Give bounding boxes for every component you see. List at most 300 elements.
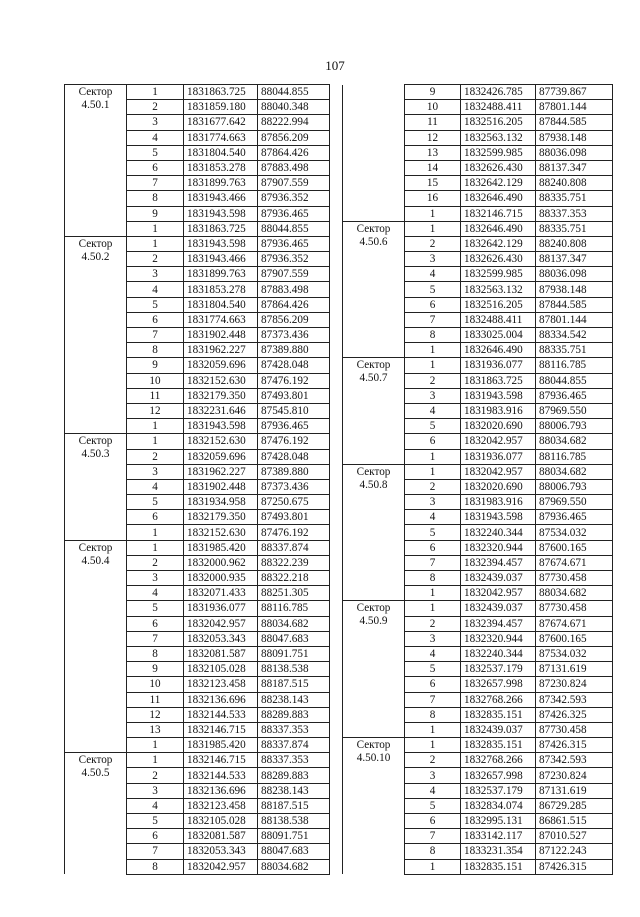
coordinate-y: 88044.855	[258, 221, 330, 236]
coordinate-y: 87936.352	[258, 191, 330, 206]
coordinate-y: 87674.671	[536, 555, 613, 570]
coordinate-x: 1831943.598	[461, 388, 536, 403]
point-number: 2	[127, 768, 184, 783]
coordinate-y: 88034.682	[536, 586, 613, 601]
point-number: 11	[127, 388, 184, 403]
coordinate-x: 1832152.630	[184, 525, 258, 540]
coordinate-x: 1832320.944	[461, 540, 536, 555]
coordinate-x: 1832320.944	[461, 631, 536, 646]
sector-label: Сектор	[78, 754, 113, 767]
coordinate-x: 1832439.037	[461, 571, 536, 586]
coordinate-y: 87801.144	[536, 312, 613, 327]
point-number: 5	[127, 145, 184, 160]
sector-cell	[343, 738, 405, 875]
point-number: 3	[405, 631, 461, 646]
coordinate-y: 88289.883	[258, 707, 330, 722]
coordinate-y: 88337.353	[258, 753, 330, 768]
coordinate-y: 88337.874	[258, 540, 330, 555]
coordinate-y: 88044.855	[536, 373, 613, 388]
coordinate-x: 1831853.278	[184, 160, 258, 175]
point-number: 1	[127, 236, 184, 251]
coordinates-table-right	[342, 84, 613, 875]
table-row	[343, 221, 613, 236]
coordinate-y: 87600.165	[536, 631, 613, 646]
coordinate-x: 1832000.962	[184, 555, 258, 570]
point-number: 1	[405, 586, 461, 601]
point-number: 4	[127, 586, 184, 601]
coordinate-x: 1833025.004	[461, 328, 536, 343]
coordinate-y: 87010.527	[536, 829, 613, 844]
sector-cell	[65, 753, 127, 875]
coordinate-y: 87856.209	[258, 130, 330, 145]
point-number: 1	[405, 722, 461, 737]
coordinate-x: 1832516.205	[461, 297, 536, 312]
coordinate-x: 1831804.540	[184, 297, 258, 312]
coordinate-y: 88240.808	[536, 236, 613, 251]
point-number: 10	[405, 100, 461, 115]
coordinate-x: 1832105.028	[184, 814, 258, 829]
coordinate-x: 1832152.630	[184, 434, 258, 449]
coordinate-x: 1831677.642	[184, 115, 258, 130]
coordinate-y: 87545.810	[258, 403, 330, 418]
coordinate-y: 88335.751	[536, 191, 613, 206]
point-number: 2	[127, 252, 184, 267]
sector-id: 4.50.9	[359, 615, 388, 628]
coordinate-x: 1831943.466	[184, 191, 258, 206]
coordinate-x: 1832146.715	[184, 722, 258, 737]
point-number: 7	[127, 844, 184, 859]
table-row	[65, 540, 330, 555]
point-number: 1	[405, 206, 461, 221]
point-number: 5	[127, 601, 184, 616]
sector-label: Сектор	[78, 237, 113, 250]
table-row	[343, 85, 613, 100]
coordinate-y: 87250.675	[258, 495, 330, 510]
coordinate-x: 1832042.957	[461, 586, 536, 601]
coordinate-x: 1831863.725	[461, 373, 536, 388]
point-number: 5	[405, 662, 461, 677]
coordinate-x: 1832834.074	[461, 798, 536, 813]
point-number: 3	[127, 783, 184, 798]
point-number: 12	[405, 130, 461, 145]
point-number: 7	[405, 692, 461, 707]
coordinate-y: 87969.550	[536, 495, 613, 510]
point-number: 8	[405, 844, 461, 859]
point-number: 7	[127, 631, 184, 646]
coordinate-x: 1831943.598	[461, 510, 536, 525]
coordinate-y: 87428.048	[258, 449, 330, 464]
point-number: 3	[405, 388, 461, 403]
coordinate-y: 88187.515	[258, 677, 330, 692]
coordinate-y: 88044.855	[258, 85, 330, 100]
coordinate-y: 87936.352	[258, 252, 330, 267]
coordinate-x: 1831863.725	[184, 221, 258, 236]
coordinate-y: 87938.148	[536, 282, 613, 297]
point-number: 4	[405, 510, 461, 525]
coordinate-y: 87230.824	[536, 768, 613, 783]
coordinate-x: 1832123.458	[184, 798, 258, 813]
point-number: 9	[405, 85, 461, 100]
point-number: 1	[405, 358, 461, 373]
page-number: 107	[325, 58, 345, 73]
point-number: 12	[127, 707, 184, 722]
coordinate-x: 1832146.715	[184, 753, 258, 768]
sector-label: Сектор	[356, 465, 391, 478]
coordinate-y: 88116.785	[536, 449, 613, 464]
point-number: 2	[127, 555, 184, 570]
sector-id: 4.50.3	[81, 448, 110, 461]
point-number: 1	[405, 343, 461, 358]
coordinate-x: 1832657.998	[461, 677, 536, 692]
coordinate-y: 88116.785	[258, 601, 330, 616]
point-number: 5	[127, 495, 184, 510]
sector-cell	[343, 464, 405, 601]
coordinate-x: 1832439.037	[461, 722, 536, 737]
coordinate-x: 1831962.227	[184, 464, 258, 479]
sector-cell	[65, 236, 127, 433]
point-number: 1	[405, 601, 461, 616]
coordinate-y: 87739.867	[536, 85, 613, 100]
point-number: 3	[405, 768, 461, 783]
coordinate-y: 86861.515	[536, 814, 613, 829]
coordinate-x: 1832516.205	[461, 115, 536, 130]
sector-id: 4.50.7	[359, 372, 388, 385]
coordinate-x: 1831943.598	[184, 419, 258, 434]
coordinate-x: 1832081.587	[184, 829, 258, 844]
coordinate-y: 88137.347	[536, 252, 613, 267]
coordinate-x: 1832599.985	[461, 267, 536, 282]
point-number: 8	[127, 343, 184, 358]
table-row	[65, 236, 330, 251]
coordinate-x: 1832626.430	[461, 160, 536, 175]
coordinate-y: 88337.353	[536, 206, 613, 221]
table-row	[343, 464, 613, 479]
coordinate-x: 1832053.343	[184, 844, 258, 859]
coordinate-y: 87373.436	[258, 479, 330, 494]
coordinate-y: 87864.426	[258, 145, 330, 160]
coordinate-y: 88138.538	[258, 662, 330, 677]
coordinate-x: 1832488.411	[461, 100, 536, 115]
coordinate-x: 1832642.129	[461, 176, 536, 191]
coordinate-x: 1831943.598	[184, 206, 258, 221]
point-number: 1	[405, 464, 461, 479]
point-number: 2	[405, 479, 461, 494]
point-number: 5	[405, 798, 461, 813]
sector-id: 4.50.1	[81, 99, 110, 111]
coordinate-y: 87476.192	[258, 525, 330, 540]
coordinate-x: 1832835.151	[461, 707, 536, 722]
coordinate-x: 1832394.457	[461, 616, 536, 631]
point-number: 2	[127, 100, 184, 115]
coordinate-y: 88034.682	[536, 464, 613, 479]
coordinate-y: 88238.143	[258, 783, 330, 798]
point-number: 3	[127, 571, 184, 586]
coordinate-y: 87534.032	[536, 646, 613, 661]
point-number: 1	[405, 859, 461, 874]
point-number: 1	[127, 434, 184, 449]
coordinate-y: 87730.458	[536, 571, 613, 586]
point-number: 5	[405, 282, 461, 297]
sector-label: Сектор	[356, 739, 391, 752]
coordinate-x: 1831774.663	[184, 312, 258, 327]
point-number: 1	[127, 525, 184, 540]
coordinate-x: 1832646.490	[461, 221, 536, 236]
coordinate-y: 87844.585	[536, 297, 613, 312]
sector-cell	[343, 221, 405, 358]
point-number: 5	[405, 525, 461, 540]
coordinate-y: 87936.465	[258, 236, 330, 251]
coordinate-x: 1832835.151	[461, 859, 536, 874]
coordinate-y: 87426.325	[536, 707, 613, 722]
coordinate-y: 87493.801	[258, 388, 330, 403]
point-number: 1	[127, 221, 184, 236]
coordinate-y: 88251.305	[258, 586, 330, 601]
point-number: 6	[127, 510, 184, 525]
point-number: 15	[405, 176, 461, 191]
point-number: 5	[127, 297, 184, 312]
coordinate-y: 87122.243	[536, 844, 613, 859]
coordinate-x: 1831936.077	[461, 358, 536, 373]
point-number: 7	[127, 176, 184, 191]
point-number: 7	[405, 555, 461, 570]
point-number: 8	[405, 707, 461, 722]
point-number: 6	[127, 829, 184, 844]
table-row	[65, 434, 330, 449]
point-number: 1	[405, 449, 461, 464]
sector-label: Сектор	[356, 222, 391, 235]
point-number: 2	[405, 616, 461, 631]
coordinate-y: 87428.048	[258, 358, 330, 373]
point-number: 6	[405, 297, 461, 312]
point-number: 3	[127, 464, 184, 479]
coordinate-x: 1832059.696	[184, 449, 258, 464]
coordinate-x: 1831902.448	[184, 328, 258, 343]
coordinate-x: 1833231.354	[461, 844, 536, 859]
coordinate-y: 87864.426	[258, 297, 330, 312]
coordinate-y: 87426.315	[536, 859, 613, 874]
coordinate-x: 1832146.715	[461, 206, 536, 221]
sector-cell	[343, 85, 405, 222]
coordinate-x: 1832835.151	[461, 738, 536, 753]
table-row	[343, 738, 613, 753]
coordinate-x: 1831899.763	[184, 267, 258, 282]
sector-label: Сектор	[78, 86, 113, 98]
coordinate-x: 1832081.587	[184, 646, 258, 661]
coordinate-y: 88337.353	[258, 722, 330, 737]
coordinate-x: 1832439.037	[461, 601, 536, 616]
sector-label: Сектор	[78, 435, 113, 448]
point-number: 14	[405, 160, 461, 175]
point-number: 4	[127, 130, 184, 145]
coordinate-y: 88034.682	[258, 859, 330, 874]
point-number: 3	[127, 115, 184, 130]
coordinate-y: 88034.682	[536, 434, 613, 449]
coordinate-y: 87936.465	[536, 510, 613, 525]
coordinate-x: 1832563.132	[461, 282, 536, 297]
coordinate-y: 88322.239	[258, 555, 330, 570]
coordinate-x: 1832042.957	[461, 464, 536, 479]
table-row	[65, 753, 330, 768]
coordinates-table-left	[64, 84, 330, 875]
point-number: 6	[127, 616, 184, 631]
point-number: 12	[127, 403, 184, 418]
point-number: 9	[127, 662, 184, 677]
point-number: 8	[405, 571, 461, 586]
point-number: 4	[405, 403, 461, 418]
table-row	[343, 358, 613, 373]
coordinate-y: 88322.218	[258, 571, 330, 586]
sector-id: 4.50.6	[359, 235, 388, 248]
coordinate-y: 87938.148	[536, 130, 613, 145]
sector-id: 4.50.5	[81, 767, 110, 780]
point-number: 1	[127, 738, 184, 753]
coordinate-x: 1832642.129	[461, 236, 536, 251]
coordinate-y: 87936.465	[536, 388, 613, 403]
sector-id: 4.50.10	[356, 752, 391, 765]
coordinate-y: 88335.751	[536, 221, 613, 236]
coordinate-y: 88036.098	[536, 267, 613, 282]
point-number: 7	[405, 312, 461, 327]
coordinate-y: 87342.593	[536, 692, 613, 707]
coordinate-y: 87856.209	[258, 312, 330, 327]
coordinate-y: 88335.751	[536, 343, 613, 358]
coordinate-y: 87936.465	[258, 206, 330, 221]
coordinate-x: 1831985.420	[184, 540, 258, 555]
point-number: 4	[405, 783, 461, 798]
coordinate-x: 1832053.343	[184, 631, 258, 646]
point-number: 8	[127, 646, 184, 661]
coordinate-x: 1832000.935	[184, 571, 258, 586]
coordinate-x: 1831983.916	[461, 403, 536, 418]
point-number: 2	[405, 753, 461, 768]
point-number: 1	[127, 753, 184, 768]
coordinate-y: 88137.347	[536, 160, 613, 175]
coordinate-y: 87674.671	[536, 616, 613, 631]
coordinate-x: 1831804.540	[184, 145, 258, 160]
coordinate-y: 87230.824	[536, 677, 613, 692]
coordinate-x: 1832152.630	[184, 373, 258, 388]
sector-cell	[343, 358, 405, 464]
coordinate-y: 87476.192	[258, 434, 330, 449]
coordinate-y: 88138.538	[258, 814, 330, 829]
point-number: 1	[405, 221, 461, 236]
coordinate-x: 1831899.763	[184, 176, 258, 191]
coordinate-x: 1831983.916	[461, 495, 536, 510]
coordinate-x: 1832144.533	[184, 768, 258, 783]
point-number: 8	[405, 328, 461, 343]
coordinate-x: 1832426.785	[461, 85, 536, 100]
coordinate-y: 87131.619	[536, 783, 613, 798]
coordinate-x: 1832646.490	[461, 191, 536, 206]
sector-id: 4.50.8	[359, 478, 388, 491]
coordinate-y: 88240.808	[536, 176, 613, 191]
coordinate-y: 88036.098	[536, 145, 613, 160]
coordinate-y: 87389.880	[258, 464, 330, 479]
point-number: 16	[405, 191, 461, 206]
coordinate-x: 1831934.958	[184, 495, 258, 510]
coordinate-y: 88334.542	[536, 328, 613, 343]
coordinate-x: 1832537.179	[461, 662, 536, 677]
coordinate-x: 1831943.598	[184, 236, 258, 251]
coordinate-y: 88337.874	[258, 738, 330, 753]
coordinate-x: 1832071.433	[184, 586, 258, 601]
coordinate-y: 87373.436	[258, 328, 330, 343]
coordinate-x: 1833142.117	[461, 829, 536, 844]
coordinate-y: 87600.165	[536, 540, 613, 555]
coordinate-y: 87969.550	[536, 403, 613, 418]
coordinate-x: 1832231.646	[184, 403, 258, 418]
point-number: 4	[405, 267, 461, 282]
coordinate-x: 1831985.420	[184, 738, 258, 753]
coordinate-y: 88238.143	[258, 692, 330, 707]
coordinate-x: 1831859.180	[184, 100, 258, 115]
sector-id: 4.50.2	[81, 250, 110, 263]
point-number: 6	[405, 677, 461, 692]
coordinate-x: 1832768.266	[461, 753, 536, 768]
coordinate-x: 1832563.132	[461, 130, 536, 145]
sector-label: Сектор	[78, 541, 113, 554]
coordinate-x: 1831936.077	[461, 449, 536, 464]
point-number: 9	[127, 358, 184, 373]
coordinate-x: 1832042.957	[184, 616, 258, 631]
coordinate-x: 1832042.957	[184, 859, 258, 874]
coordinate-x: 1831863.725	[184, 85, 258, 100]
point-number: 10	[127, 677, 184, 692]
coordinate-y: 87426.315	[536, 738, 613, 753]
coordinate-y: 88289.883	[258, 768, 330, 783]
point-number: 6	[405, 434, 461, 449]
coordinate-y: 88034.682	[258, 616, 330, 631]
coordinate-y: 88116.785	[536, 358, 613, 373]
point-number: 11	[405, 115, 461, 130]
coordinate-x: 1832020.690	[461, 419, 536, 434]
coordinate-y: 88006.793	[536, 419, 613, 434]
coordinate-y: 88091.751	[258, 646, 330, 661]
sector-cell	[65, 434, 127, 540]
coordinate-x: 1831943.466	[184, 252, 258, 267]
coordinate-x: 1832626.430	[461, 252, 536, 267]
point-number: 8	[127, 859, 184, 874]
sector-label: Сектор	[356, 359, 391, 372]
point-number: 3	[405, 252, 461, 267]
coordinate-y: 87493.801	[258, 510, 330, 525]
coordinate-x: 1832179.350	[184, 510, 258, 525]
coordinate-y: 87907.559	[258, 176, 330, 191]
coordinate-y: 88006.793	[536, 479, 613, 494]
left-table-body	[65, 85, 330, 875]
coordinate-y: 88222.994	[258, 115, 330, 130]
point-number: 1	[127, 85, 184, 100]
point-number: 3	[127, 267, 184, 282]
point-number: 4	[127, 479, 184, 494]
point-number: 2	[405, 373, 461, 388]
coordinate-x: 1831936.077	[184, 601, 258, 616]
table-row	[65, 85, 330, 100]
point-number: 5	[405, 419, 461, 434]
coordinate-y: 87907.559	[258, 267, 330, 282]
point-number: 1	[127, 419, 184, 434]
coordinate-y: 87342.593	[536, 753, 613, 768]
point-number: 7	[405, 829, 461, 844]
point-number: 1	[405, 738, 461, 753]
sector-cell	[65, 85, 127, 237]
coordinate-y: 88187.515	[258, 798, 330, 813]
point-number: 5	[127, 814, 184, 829]
coordinate-x: 1832646.490	[461, 343, 536, 358]
point-number: 13	[127, 722, 184, 737]
coordinate-x: 1832995.131	[461, 814, 536, 829]
point-number: 1	[127, 540, 184, 555]
